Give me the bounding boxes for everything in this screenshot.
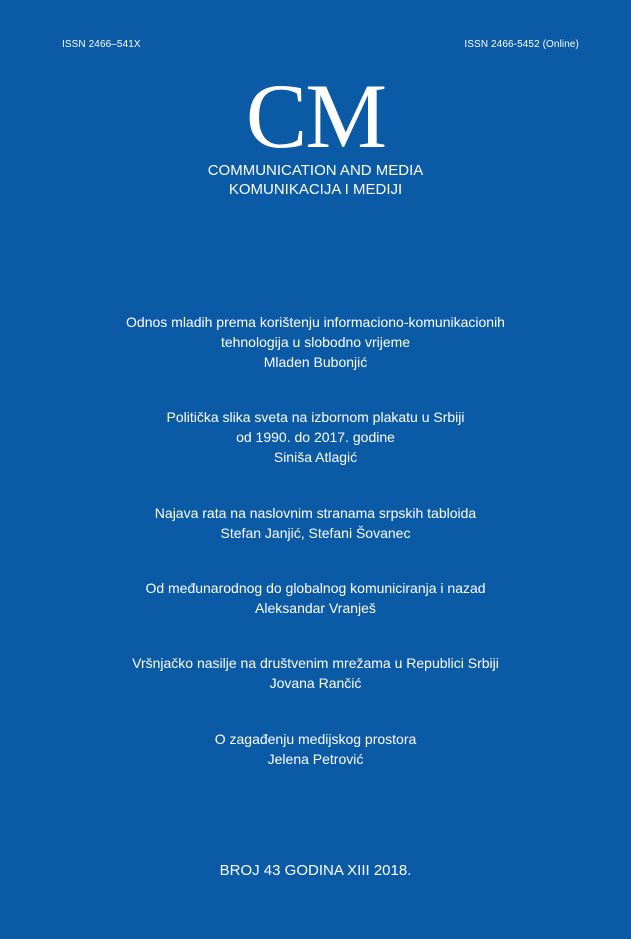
article-author: Mladen Bubonjić [263,354,368,370]
article-entry [0,503,631,543]
article-title-line: Politička slika sveta na izbornom plakatu u Srbiji [166,409,465,425]
issn-print: ISSN 2466–541X [62,39,141,50]
article-author: Stefan Janjić, Stefani Šovanec [220,525,411,541]
article-author: Jovana Rančić [269,675,362,691]
article-title-line: tehnologija u slobodno vrijeme [220,334,411,350]
article-entry [0,729,631,769]
article-title-line: Od međunarodnog do globalnog komuniciranja i nazad [145,580,486,596]
journal-title-english: COMMUNICATION AND MEDIA [207,162,424,179]
journal-title-serbian: KOMUNIKACIJA I MEDIJI [228,181,403,198]
article-entry [0,312,631,372]
article-title-line: Najava rata na naslovnim stranama srpskih tabloida [154,505,477,521]
article-entry [0,578,631,618]
article-title-line: Vršnjačko nasilje na društvenim mrežama u Republici Srbiji [132,655,499,671]
issn-online: ISSN 2466-5452 (Online) [464,39,579,50]
article-author: Jelena Petrović [267,751,364,767]
issue-info: BROJ 43 GODINA XIII 2018. [219,862,412,879]
article-title-line: Odnos mladih prema korištenju informaciono-komunikacionih [126,314,505,330]
article-entry [0,407,631,467]
journal-logo: CM [245,65,386,167]
article-author: Siniša Atlagić [273,449,358,465]
article-title-line: od 1990. do 2017. godine [236,429,395,445]
article-entry [0,653,631,693]
article-title-line: O zagađenju medijskog prostora [214,731,417,747]
article-author: Aleksandar Vranješ [255,600,376,616]
